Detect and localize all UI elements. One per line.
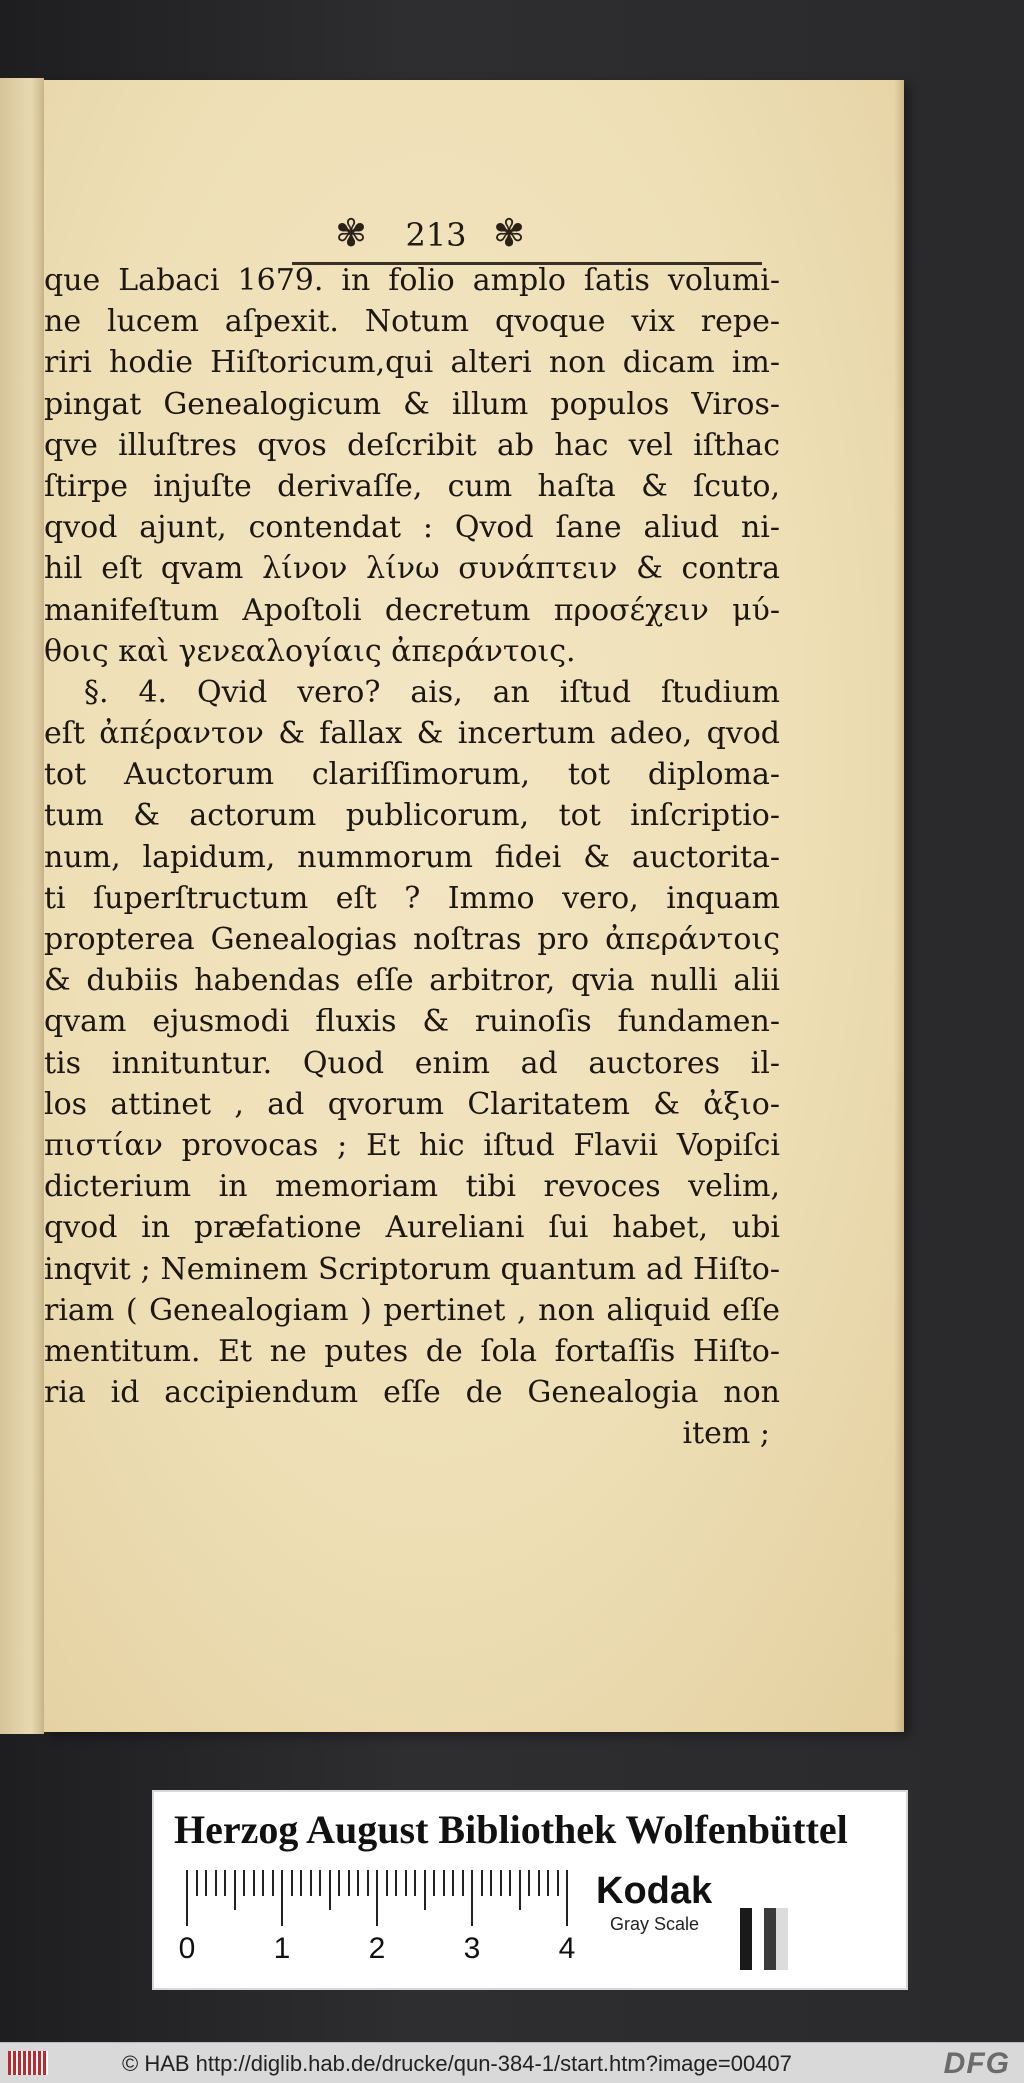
ruler-tick bbox=[205, 1870, 207, 1896]
text-line: manifeſtum Apoſtoli decretum προσέχειν μύ- bbox=[44, 592, 780, 628]
ruler-tick bbox=[234, 1870, 236, 1910]
ruler-tick bbox=[376, 1870, 378, 1926]
text-line: tum & actorum publicorum, tot inſcriptio- bbox=[44, 798, 780, 834]
ruler-tick bbox=[538, 1870, 540, 1896]
text-line: ſtirpe injuſte derivaſſe, cum haſta & ſcuto, bbox=[44, 468, 780, 504]
ruler-tick bbox=[386, 1870, 388, 1896]
text-line: ne lucem aſpexit. Notum qvoque vix repe- bbox=[44, 304, 780, 340]
ruler-tick bbox=[405, 1870, 407, 1896]
ruler-tick bbox=[357, 1870, 359, 1896]
book-page bbox=[44, 80, 904, 1732]
text-line: los attinet , ad qvorum Claritatem & ἀξιο- bbox=[44, 1086, 780, 1122]
catchword: item ; bbox=[682, 1416, 770, 1452]
ruler-tick bbox=[367, 1870, 369, 1896]
ruler-tick bbox=[329, 1870, 331, 1910]
text-line: & dubiis habendas eſſe arbitror, qvia nulli alii bbox=[44, 963, 780, 999]
ruler-tick bbox=[186, 1870, 188, 1926]
ruler-tick bbox=[500, 1870, 502, 1896]
body-text bbox=[44, 260, 780, 1454]
floral-ornament-icon: ✾ bbox=[493, 211, 525, 255]
ruler-number: 3 bbox=[463, 1932, 481, 1965]
text-line: ria id accipiendum eſſe de Genealogia non bbox=[44, 1375, 780, 1411]
ruler-number: 1 bbox=[273, 1932, 291, 1965]
text-line: qvod in præfatione Aureliani ſui habet, ubi bbox=[44, 1210, 780, 1246]
text-line: ti ſuperſtructum eſt ? Immo vero, inquam bbox=[44, 880, 780, 916]
floral-ornament-icon: ✾ bbox=[335, 211, 367, 255]
ruler-tick bbox=[481, 1870, 483, 1896]
text-line: tis innituntur. Quod enim ad auctores il- bbox=[44, 1045, 780, 1081]
ruler-tick bbox=[443, 1870, 445, 1896]
ruler-tick bbox=[300, 1870, 302, 1896]
ruler-tick bbox=[310, 1870, 312, 1896]
text-line: riri hodie Hiſtoricum,qui alteri non dicam im- bbox=[44, 345, 780, 381]
text-line: §. 4. Qvid vero? ais, an iſtud ſtudium bbox=[84, 674, 780, 710]
ruler-tick bbox=[471, 1870, 473, 1926]
ruler-tick bbox=[528, 1870, 530, 1896]
ruler-number: 0 bbox=[178, 1932, 196, 1965]
ruler-tick bbox=[196, 1870, 198, 1896]
ruler-tick bbox=[272, 1870, 274, 1896]
text-line: que Labaci 1679. in folio amplo ſatis volumi- bbox=[44, 263, 780, 298]
ruler-tick bbox=[348, 1870, 350, 1896]
ruler-tick bbox=[509, 1870, 511, 1896]
page-number: 213 bbox=[405, 216, 467, 254]
ruler-tick bbox=[291, 1870, 293, 1896]
text-line: πιστίαν provocas ; Et hic iſtud Flavii Vopiſci bbox=[44, 1127, 780, 1163]
text-line: mentitum. Et ne putes de ſola fortaſſis Hiſto- bbox=[44, 1333, 780, 1369]
ruler-tick bbox=[243, 1870, 245, 1896]
previous-page-edge bbox=[0, 78, 44, 1734]
text-line: num, lapidum, nummorum fidei & auctorita- bbox=[44, 839, 780, 875]
ruler-tick bbox=[452, 1870, 454, 1896]
page-edge-shadow bbox=[894, 80, 904, 1732]
text-line: eſt ἀπέραντον & fallax & incertum adeo, qvod bbox=[44, 716, 780, 752]
ruler-tick bbox=[224, 1870, 226, 1896]
ruler-tick bbox=[462, 1870, 464, 1896]
text-line: propterea Genealogias noſtras pro ἀπεράντοις bbox=[44, 922, 780, 957]
ruler-tick bbox=[281, 1870, 283, 1926]
footer-bar bbox=[0, 2042, 1024, 2083]
color-scale-card bbox=[152, 1790, 908, 1990]
text-line: qve illuſtres qvos deſcribit ab hac vel iſthac bbox=[44, 427, 780, 463]
kodak-logo: Kodak bbox=[596, 1870, 713, 1912]
ruler-number: 4 bbox=[558, 1932, 576, 1965]
ruler-tick bbox=[319, 1870, 321, 1896]
ruler-tick bbox=[215, 1870, 217, 1896]
ruler-tick bbox=[395, 1870, 397, 1896]
ruler-tick bbox=[557, 1870, 559, 1896]
library-name: Herzog August Bibliothek Wolfenbüttel bbox=[174, 1807, 848, 1852]
gray-scale-label: Gray Scale bbox=[610, 1914, 700, 1934]
ruler-tick bbox=[262, 1870, 264, 1896]
ruler-tick bbox=[566, 1870, 568, 1926]
ruler-tick bbox=[424, 1870, 426, 1910]
dfg-logo: DFG bbox=[943, 2047, 1010, 2080]
ruler-tick bbox=[519, 1870, 521, 1910]
ruler-tick bbox=[253, 1870, 255, 1896]
text-line: inqvit ; Neminem Scriptorum quantum ad Hiſto- bbox=[44, 1251, 780, 1287]
ruler-tick bbox=[490, 1870, 492, 1896]
ruler-tick bbox=[433, 1870, 435, 1896]
text-line: qvam ejusmodi fluxis & ruinoſis fundamen- bbox=[44, 1004, 780, 1040]
measurement-ruler bbox=[178, 1870, 576, 1965]
text-line: qvod ajunt, contendat : Qvod ſane aliud ni- bbox=[44, 510, 780, 546]
ruler-number: 2 bbox=[368, 1932, 386, 1965]
ruler-tick bbox=[338, 1870, 340, 1896]
text-line: pingat Genealogicum & illum populos Viros- bbox=[44, 386, 780, 422]
text-line: θοις καὶ γενεαλογίαις ἀπεράντοις. bbox=[44, 633, 576, 669]
page-header bbox=[292, 210, 762, 260]
credit-link[interactable]: © HAB http://diglib.hab.de/drucke/qun-384-1/start.htm?image=00407 bbox=[122, 2051, 792, 2076]
text-line: tot Auctorum clariſſimorum, tot diploma- bbox=[44, 757, 780, 793]
text-line: hil eſt qvam λίνον λίνω συνάπτειν & contra bbox=[44, 551, 780, 587]
text-line: riam ( Genealogiam ) pertinet , non aliquid eſſe bbox=[44, 1292, 780, 1328]
gray-scale-patches bbox=[728, 1908, 788, 1970]
ruler-tick bbox=[414, 1870, 416, 1896]
barcode-icon bbox=[8, 2051, 48, 2075]
ruler-tick bbox=[547, 1870, 549, 1896]
text-line: dicterium in memoriam tibi revoces velim, bbox=[44, 1169, 780, 1205]
